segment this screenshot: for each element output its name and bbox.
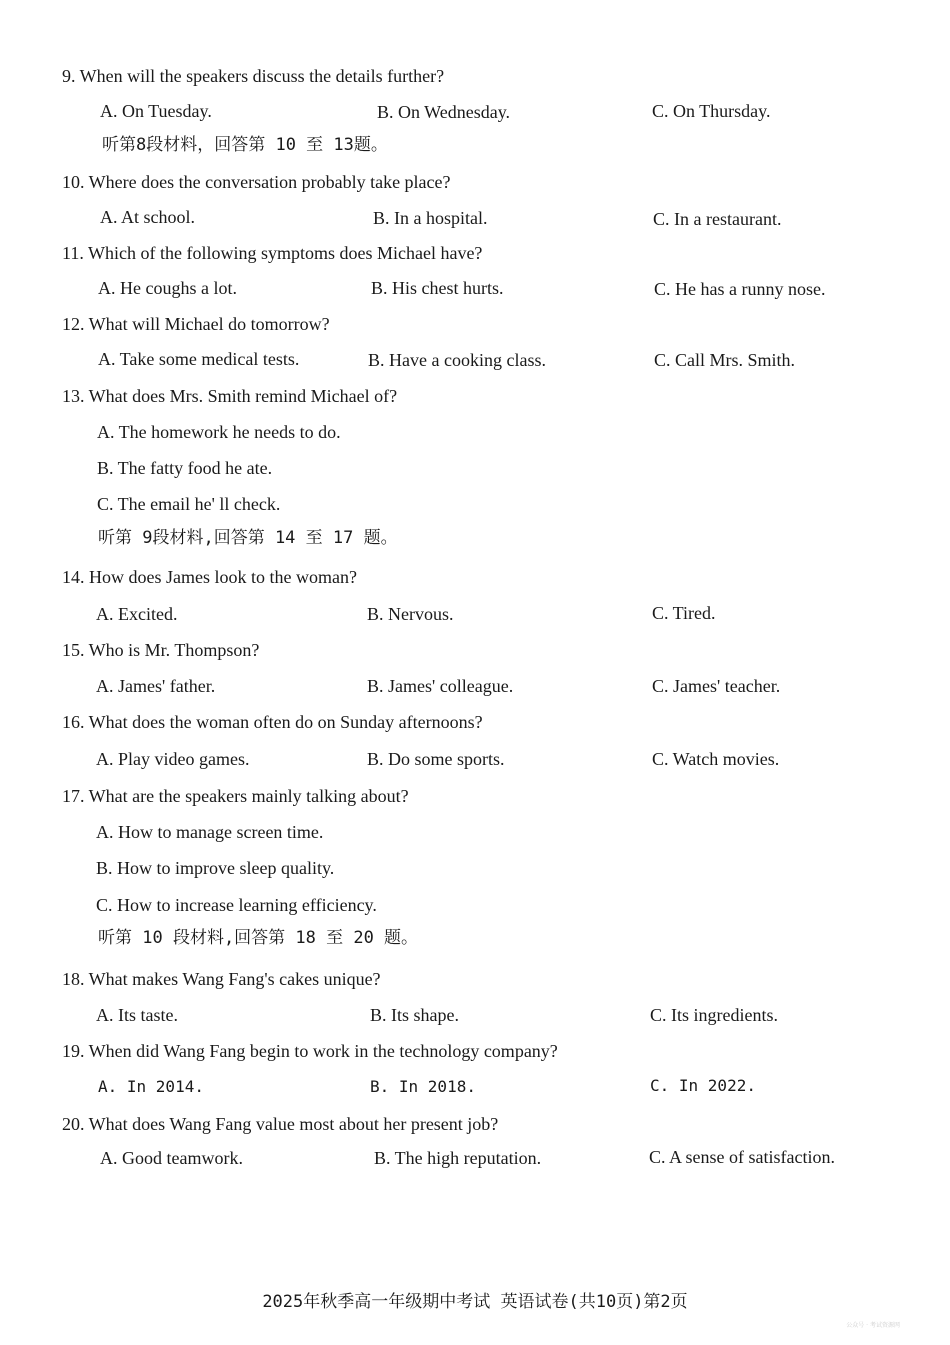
question-9-option-c: C. On Thursday. xyxy=(652,101,771,121)
question-11: 11. Which of the following symptoms does Michael have? xyxy=(62,243,483,263)
question-11-option-a: A. He coughs a lot. xyxy=(98,278,237,298)
question-19-option-c: C. In 2022. xyxy=(650,1076,756,1095)
question-18-option-c: C. Its ingredients. xyxy=(650,1005,778,1025)
question-19-option-b: B. In 2018. xyxy=(370,1077,476,1096)
question-18-option-a: A. Its taste. xyxy=(96,1005,178,1025)
page-footer: 2025年秋季高一年级期中考试 英语试卷(共10页)第2页 xyxy=(262,1292,688,1312)
question-12: 12. What will Michael do tomorrow? xyxy=(62,314,330,334)
question-20-option-c: C. A sense of satisfaction. xyxy=(649,1147,835,1167)
question-15-option-b: B. James' colleague. xyxy=(367,676,514,696)
question-17: 17. What are the speakers mainly talking about? xyxy=(62,786,409,806)
question-14-option-a: A. Excited. xyxy=(96,604,178,624)
question-19-option-a: A. In 2014. xyxy=(98,1077,204,1096)
question-12-option-b: B. Have a cooking class. xyxy=(368,350,546,370)
question-15-option-a: A. James' father. xyxy=(96,676,216,696)
question-11-option-b: B. His chest hurts. xyxy=(371,278,504,298)
question-16-option-b: B. Do some sports. xyxy=(367,749,505,769)
question-17-option-a: A. How to manage screen time. xyxy=(96,822,324,842)
question-19: 19. When did Wang Fang begin to work in the technology company? xyxy=(62,1041,558,1061)
question-14: 14. How does James look to the woman? xyxy=(62,567,357,587)
section-heading-10: 听第 10 段材料,回答第 18 至 20 题。 xyxy=(98,928,419,948)
question-18: 18. What makes Wang Fang's cakes unique? xyxy=(62,969,381,989)
question-12-option-c: C. Call Mrs. Smith. xyxy=(654,350,796,370)
question-15: 15. Who is Mr. Thompson? xyxy=(62,640,260,660)
question-9-option-a: A. On Tuesday. xyxy=(100,101,212,121)
question-13-option-c: C. The email he' ll check. xyxy=(97,494,281,514)
question-10-option-a: A. At school. xyxy=(100,207,196,227)
question-16-option-c: C. Watch movies. xyxy=(652,749,780,769)
section-heading-9: 听第 9段材料,回答第 14 至 17 题。 xyxy=(98,528,398,548)
question-11-option-c: C. He has a runny nose. xyxy=(654,279,826,299)
question-17-option-c: C. How to increase learning efficiency. xyxy=(96,895,377,915)
question-10: 10. Where does the conversation probably take place? xyxy=(62,172,451,192)
watermark: 公众号 · 考试资源网 xyxy=(846,1322,900,1329)
question-20-option-a: A. Good teamwork. xyxy=(100,1148,243,1168)
question-13: 13. What does Mrs. Smith remind Michael of? xyxy=(62,386,398,406)
question-16-option-a: A. Play video games. xyxy=(96,749,250,769)
question-9-option-b: B. On Wednesday. xyxy=(377,102,511,122)
question-17-option-b: B. How to improve sleep quality. xyxy=(96,858,335,878)
question-18-option-b: B. Its shape. xyxy=(370,1005,459,1025)
question-9: 9. When will the speakers discuss the details further? xyxy=(62,66,445,86)
question-14-option-c: C. Tired. xyxy=(652,603,716,623)
question-12-option-a: A. Take some medical tests. xyxy=(98,349,300,369)
question-20-option-b: B. The high reputation. xyxy=(374,1148,542,1168)
question-10-option-b: B. In a hospital. xyxy=(373,208,488,228)
question-20: 20. What does Wang Fang value most about her present job? xyxy=(62,1114,499,1134)
question-13-option-b: B. The fatty food he ate. xyxy=(97,458,273,478)
question-15-option-c: C. James' teacher. xyxy=(652,676,781,696)
section-heading-8: 听第8段材料，回答第 10 至 13题。 xyxy=(102,135,388,155)
question-16: 16. What does the woman often do on Sunday afternoons? xyxy=(62,712,483,732)
question-10-option-c: C. In a restaurant. xyxy=(653,209,782,229)
question-13-option-a: A. The homework he needs to do. xyxy=(97,422,341,442)
question-14-option-b: B. Nervous. xyxy=(367,604,454,624)
